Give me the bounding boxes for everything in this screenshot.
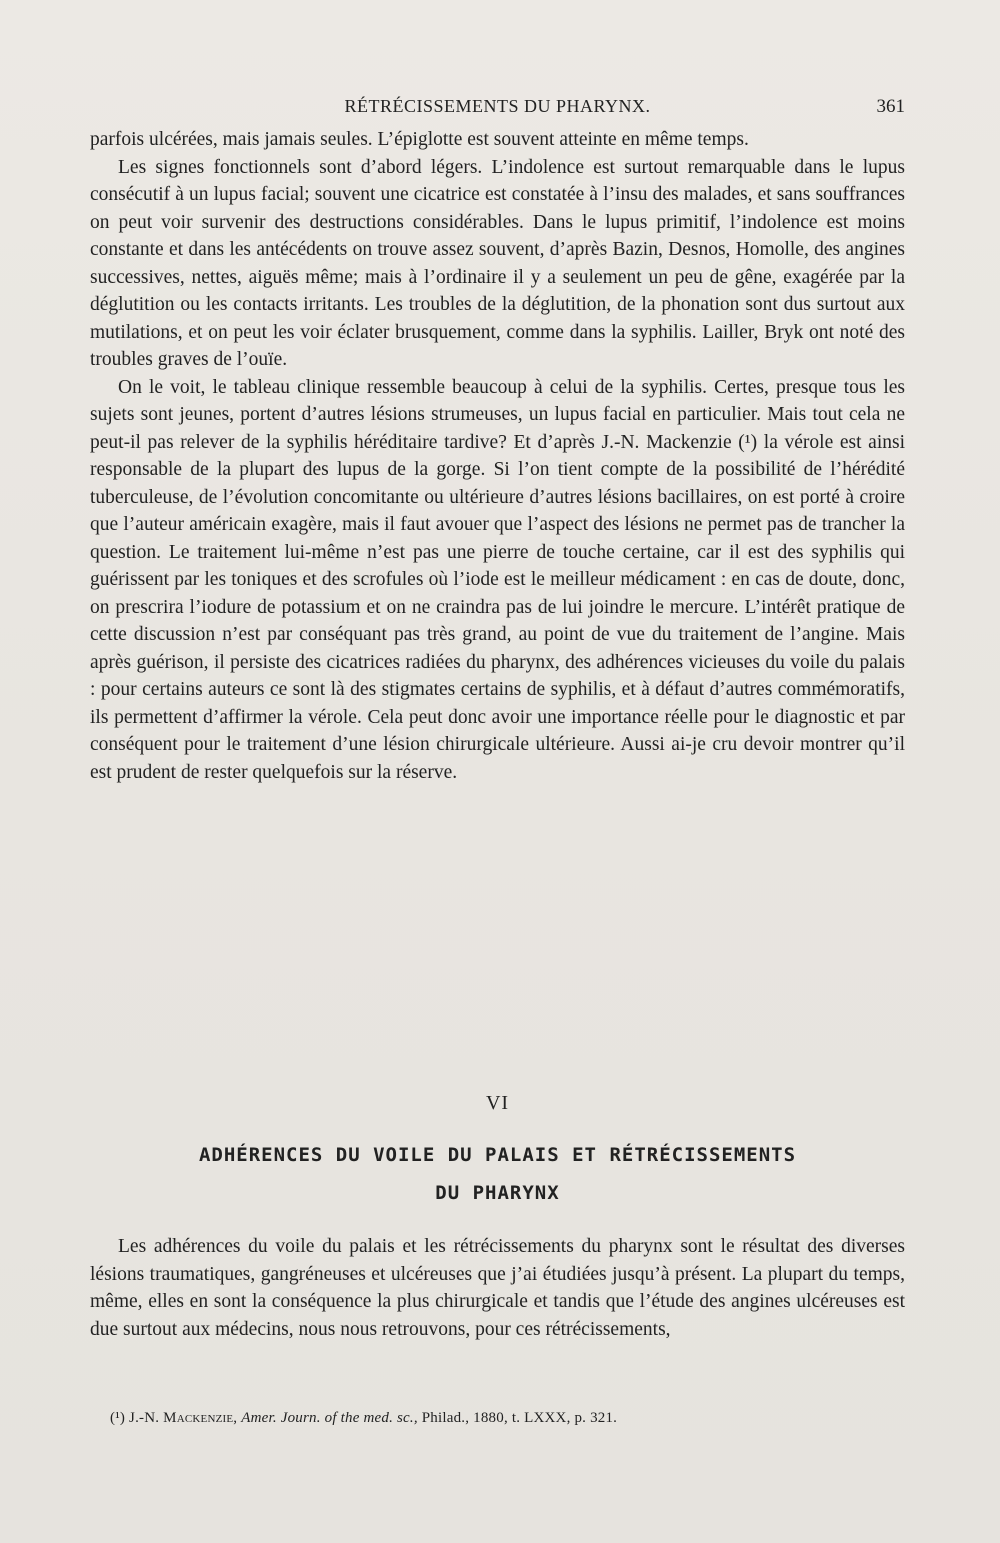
footnote-details: Philad., 1880, t. LXXX, p. 321. [421, 1410, 618, 1426]
footnote-author: J.-N. Mackenzie, [129, 1410, 238, 1426]
footnote-journal: Amer. Journ. of the med. sc., [241, 1410, 418, 1426]
page-number: 361 [876, 96, 905, 117]
body-text [90, 126, 905, 786]
footnote-reference[interactable]: (¹) [738, 431, 758, 453]
section-title-line-1: ADHÉRENCES DU VOILE DU PALAIS ET RÉTRÉCISSEMENTS [198, 1144, 797, 1166]
running-title: RÉTRÉCISSEMENTS DU PHARYNX. [344, 96, 651, 116]
paragraph-2: Les signes fonctionnels sont d’abord légers. L’indolence est surtout remarquable dans le lupus consécutif à un lupus facial; souvent une cicatrice est constatée à l’insu des malades, et sans souffrances on peut voir survenir des destructions considérables. Dans le lupus primitif, l’indolence est moins constante et dans les antécédents on trouve assez souvent, d’après Bazin, Desnos, Homolle, des angines successives, nettes, aiguës même; mais à l’ordinaire il y a seulement un peu de gêne, exagérée par la déglutition ou les contacts irritants. Les troubles de la déglutition, de la phonation sont dus surtout aux mutilations, et on peut les voir éclater brusquement, comme dans la syphilis. Lailler, Bryk ont noté des troubles graves de l’ouïe. [90, 156, 905, 370]
section-text [90, 1233, 905, 1343]
section-title-line-2: DU PHARYNX [435, 1182, 560, 1204]
section-title [90, 1136, 905, 1212]
section-paragraph: Les adhérences du voile du palais et les rétrécissements du pharynx sont le résultat des diverses lésions traumatiques, gangréneuses et ulcéreuses que j’ai étudiées jusqu’à présent. La plupart du temps, même, elles en sont la conséquence la plus chirurgicale et tandis que l’étude des angines ulcéreuses est due surtout aux médecins, nous nous retrouvons, pour ces rétrécissements, [90, 1236, 905, 1340]
footnote [110, 1410, 900, 1427]
paragraph-3-start: On le voit, le tableau clinique ressemble beaucoup à celui de la syphilis. Certes, presque tous les sujets sont jeunes, portent d’autres lésions strumeuses, un lupus facial en particulier. Mais tout cela ne peut-il pas relever de la syphilis héréditaire tardive? Et d’après J.-N. Mackenzie [90, 376, 905, 453]
paragraph-3-end: la vérole est ainsi responsable de la plupart des lupus de la gorge. Si l’on tient compte de la possibilité de l’hérédité tuberculeuse, de l’évolution concomitante ou ultérieure d’autres lésions bacillaires, on est porté à croire que l’auteur américain exagère, mais il faut avouer que l’aspect des lésions ne permet pas de trancher la question. Le traitement lui-même n’est pas une pierre de touche certaine, car il est des syphilis qui guérissent par les toniques et des scrofules où l’iode est le meilleur médicament : en cas de doute, donc, on prescrira l’iodure de potassium et on ne craindra pas de lui joindre le mercure. L’intérêt pratique de cette discussion n’est par conséquant pas très grand, au point de vue du traitement de l’angine. Mais après guérison, il persiste des cicatrices radiées du pharynx, des adhérences vicieuses du voile du palais : pour certains auteurs ce sont là des stigmates certains de syphilis, et à défaut d’autres commémoratifs, ils permettent d’affirmer la vérole. Cela peut donc avoir une importance réelle pour le diagnostic et par conséquent pour le traitement d’une lésion chirurgicale ultérieure. Aussi ai-je cru devoir montrer qu’il est prudent de rester quelquefois sur la réserve. [90, 431, 906, 783]
section-number: VI [485, 1092, 510, 1114]
paragraph-1: parfois ulcérées, mais jamais seules. L’épiglotte est souvent atteinte en même temps. [90, 129, 749, 150]
paragraph-3 [90, 374, 905, 787]
running-head [90, 96, 905, 124]
footnote-marker: (¹) [110, 1410, 126, 1426]
